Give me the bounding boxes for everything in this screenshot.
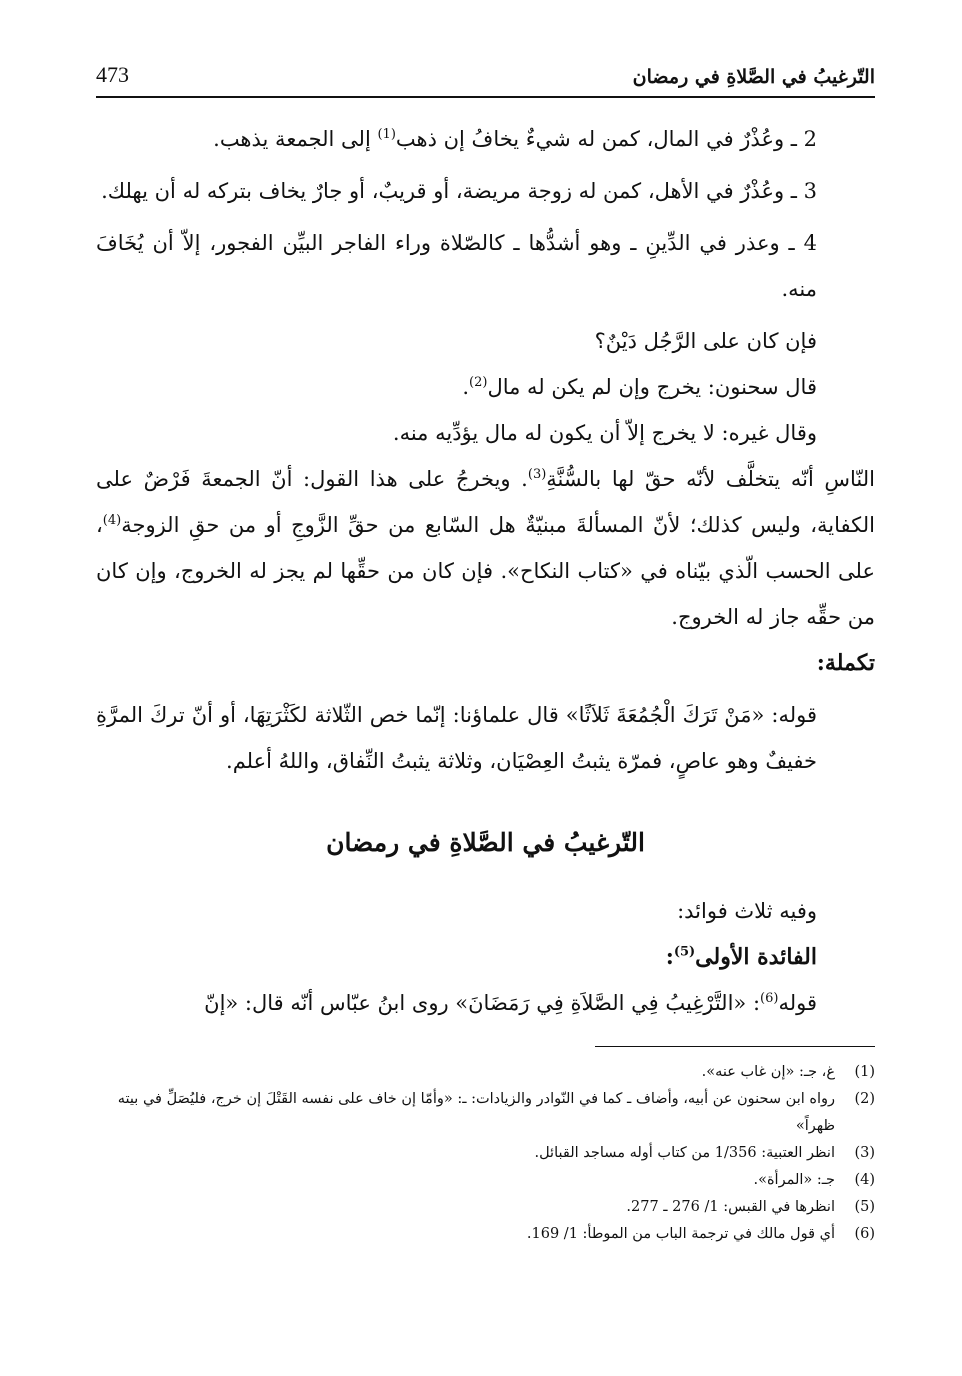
footnote-text: انظر العتبية: 1/356 من كتاب أوله مساجد القبائل. xyxy=(534,1145,835,1161)
footnote xyxy=(96,1059,875,1086)
footnote-number: (6) xyxy=(854,1226,875,1242)
paragraph: 2 ـ وعُذْرٌ في المال، كمن له شيءٌ يخافُ إن ذهب$^{(1)}$ إلى الجمعة يذهب. xyxy=(213,127,817,151)
paragraph: وقال غيره: لا يخرج إلاّ أن يكون له مال يؤدِّيه منه. xyxy=(392,421,817,445)
footnote-text: غ، جـ: «إن غاب عنه». xyxy=(701,1064,835,1080)
footnote xyxy=(96,1221,875,1248)
footnote-text: أي قول مالك في ترجمة الباب من الموطأ: 1/ 169. xyxy=(526,1226,835,1242)
running-title: التّرغيبُ في الصَّلاةِ في رمضان xyxy=(632,66,875,88)
footnote-ref: (3) xyxy=(527,467,547,482)
footnote-divider xyxy=(595,1046,875,1047)
paragraph: النّاسِ أنّه يتخلَّف لأنّه حقّ لها بالسُّنَّةِ$^{(3)}$. ويخرجُ على هذا القول: أنّ الجمعةَ فَرْضٌ على الكفاية، وليس كذلك؛ لأنّ المسألةَ مبنيّةٌ هل السّابع من حقِّ الزَّوجِ أو من حقِ الزوجة$^{(4)}$، على الحسب الّذي بيّناه في «كتاب النكاح». فإن كان من حقِّها لم يجز له الخروج، وإن كان من حقِّه جاز له الخروج. xyxy=(96,467,876,629)
footnote-number: (2) xyxy=(854,1091,875,1107)
footnote xyxy=(96,1086,875,1140)
page-header xyxy=(96,52,875,98)
footnote-ref: (4) xyxy=(102,513,122,528)
paragraph: 3 ـ وعُذْرٌ في الأهل، كمن له زوجة مريضة، أو قريبٌ، أو جارٌ يخاف بتركه له أن يهلك. xyxy=(101,179,817,203)
main-text xyxy=(96,116,875,1026)
footnote-text: انظرها في القبس: 1/ 276 ـ 277. xyxy=(626,1199,835,1215)
footnote-number: (4) xyxy=(854,1172,875,1188)
subheading: الفائدة الأولى$^{(5)}$: xyxy=(665,944,817,970)
footnote-text: جـ: «المرأة». xyxy=(753,1172,835,1188)
footnote-ref: (6) xyxy=(760,991,779,1006)
paragraph: 4 ـ وعذر في الدِّينِ ـ وهو أشدُّها ـ كالصّلاة وراء الفاجر البيِّن الفجور، إلاّ أن يُخَافَ منه. xyxy=(96,231,817,301)
section-title: التّرغيبُ في الصَّلاةِ في رمضان xyxy=(326,828,645,857)
paragraph: قوله$^{(6)}$: «التَّرْغِيبُ فِي الصَّلاَةِ فِي رَمَضَانَ» روى ابنُ عبّاس أنّه قال: «إنّ xyxy=(204,991,817,1015)
footnote-number: (1) xyxy=(854,1064,875,1080)
footnote-number: (3) xyxy=(854,1145,875,1161)
footnote xyxy=(96,1167,875,1194)
footnote-ref: (2) xyxy=(469,375,488,390)
paragraph: قوله: «مَنْ تَرَكَ الْجُمُعَةَ ثَلاَثًا» قال علماؤنا: إنّما خص الثّلاثة لكَثْرَتِهَا، أو أنّ تركَ المرَّةِ خفيفٌ وهو عاصٍ، فمرّة يثبتُ العِصْيَان، وثلاثة يثبتُ النِّفاق، واللهُ أعلم. xyxy=(96,703,817,773)
paragraph: فإن كان على الرَّجُل دَيْنٌ؟ xyxy=(594,329,817,353)
footnote-number: (5) xyxy=(854,1199,875,1215)
footnote-ref: (5) xyxy=(673,944,696,960)
book-page xyxy=(96,52,875,1248)
paragraph: وفيه ثلاث فوائد: xyxy=(677,899,817,923)
page-number: 473 xyxy=(96,62,129,87)
footnotes xyxy=(96,1059,875,1248)
footnote-text: رواه ابن سحنون عن أبيه، وأضاف ـ كما في النّوادر والزيادات: ـ: «وأمّا إن خاف على نفسه القَتْلَ إن خرج، فليُصَلِّ في بيته ظهراً» xyxy=(117,1091,835,1134)
paragraph: قال سحنون: يخرج وإن لم يكن له مال$^{(2)}$. xyxy=(462,375,817,399)
subheading: تكملة: xyxy=(816,650,875,676)
footnote xyxy=(96,1140,875,1167)
footnote-ref: (1) xyxy=(377,127,396,142)
footnote xyxy=(96,1194,875,1221)
